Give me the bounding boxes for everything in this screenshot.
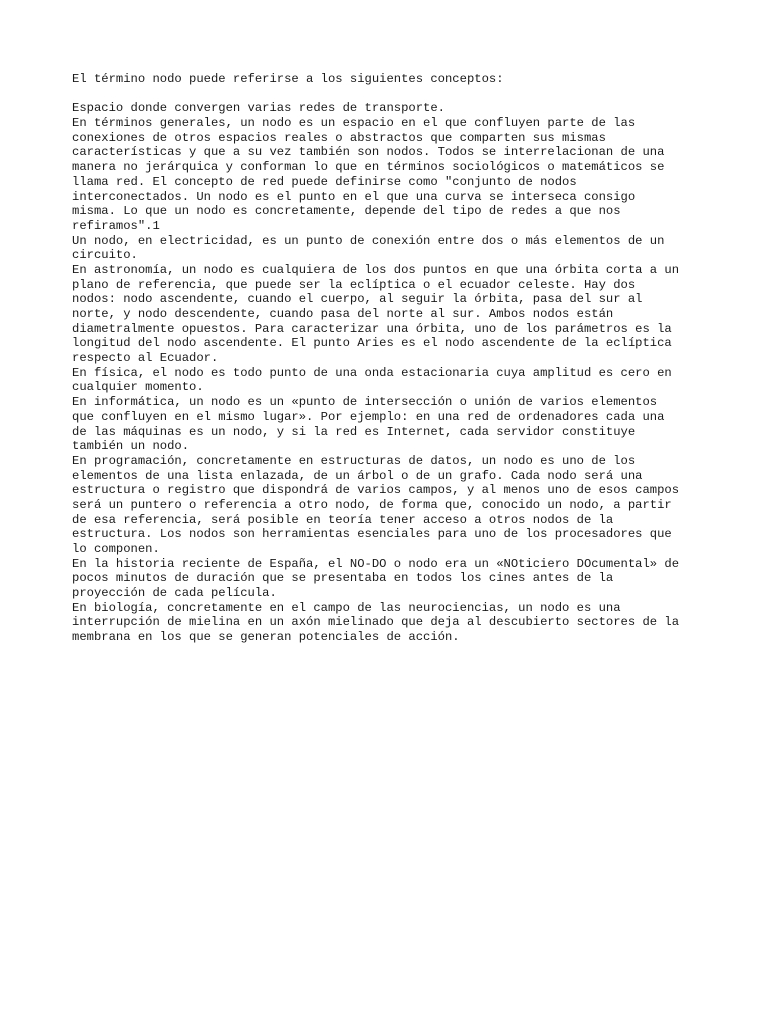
text-line: características y que a su vez también son nodos. Todos se interrelacionan de una [72,145,665,160]
text-line: En física, el nodo es todo punto de una onda estacionaria cuya amplitud es cero en [72,365,672,380]
text-line: de las máquinas es un nodo, y si la red es Internet, cada servidor constituye [72,424,636,439]
text-line: Espacio donde convergen varias redes de transporte. [72,101,445,116]
text-line: respecto al Ecuador. [72,351,219,366]
text-line: proyección de cada película. [72,586,277,601]
document-heading: El término nodo puede referirse a los siguientes conceptos: [72,72,504,86]
text-line: llama red. El concepto de red puede definirse como "conjunto de nodos [72,174,577,189]
text-line: lo componen. [72,542,160,556]
text-line: longitud del nodo ascendente. El punto Aries es el nodo ascendente de la eclíptica [72,336,672,351]
text-line: será un puntero o referencia a otro nodo, de forma que, conocido un nodo, a partir [72,497,672,512]
text-line: conexiones de otros espacios reales o abstractos que comparten sus mismas [72,130,606,145]
text-line: En informática, un nodo es un «punto de intersección o unión de varios elementos [72,395,658,410]
text-line: nodos: nodo ascendente, cuando el cuerpo, al seguir la órbita, pasa del sur al [72,292,643,307]
text-line: manera no jerárquica y conforman lo que en términos sociológicos o matemáticos se [72,160,665,175]
text-line: circuito. [72,248,138,263]
text-line: pocos minutos de duración que se presentaba en todos los cines antes de la [72,571,614,586]
text-line: En la historia reciente de España, el NO-DO o nodo era un «NOticiero DOcumental» de [72,556,680,571]
document-body [72,101,702,644]
text-line: membrana en los que se generan potenciales de acción. [72,630,460,645]
text-line: estructura. Los nodos son herramientas esenciales para uno de los procesadores que [72,527,672,542]
text-line: En biología, concretamente en el campo de las neurociencias, un nodo es una [72,600,621,615]
text-line: estructura o registro que dispondrá de varios campos, y al menos uno de esos campos [72,483,680,498]
text-line: misma. Lo que un nodo es concretamente, depende del tipo de redes a que nos [72,204,621,219]
text-line: también un nodo. [72,439,190,454]
text-line: En programación, concretamente en estructuras de datos, un nodo es uno de los [72,453,636,468]
document-page [72,72,702,645]
text-line: interrupción de mielina en un axón mielinado que deja al descubierto sectores de la [72,615,680,630]
text-line: de esa referencia, será posible en teoría tener acceso a otros nodos de la [72,512,614,527]
text-line: que confluyen en el mismo lugar». Por ejemplo: en una red de ordenadores cada una [72,409,665,424]
text-line: plano de referencia, que puede ser la eclíptica o el ecuador celeste. Hay dos [72,277,636,292]
text-line: elementos de una lista enlazada, de un árbol o de un grafo. Cada nodo será una [72,468,643,483]
text-line: diametralmente opuestos. Para caracterizar una órbita, uno de los parámetros es la [72,321,672,336]
text-line: cualquier momento. [72,380,204,395]
text-line: norte, y nodo descendente, cuando pasa del norte al sur. Ambos nodos están [72,307,614,321]
text-line: Un nodo, en electricidad, es un punto de conexión entre dos o más elementos de un [72,233,665,248]
text-line: refiramos".1 [72,218,160,233]
text-line: interconectados. Un nodo es el punto en el que una curva se interseca consigo [72,189,636,204]
text-line: En términos generales, un nodo es un espacio en el que confluyen parte de las [72,116,636,131]
text-line: En astronomía, un nodo es cualquiera de los dos puntos en que una órbita corta a un [72,262,680,277]
